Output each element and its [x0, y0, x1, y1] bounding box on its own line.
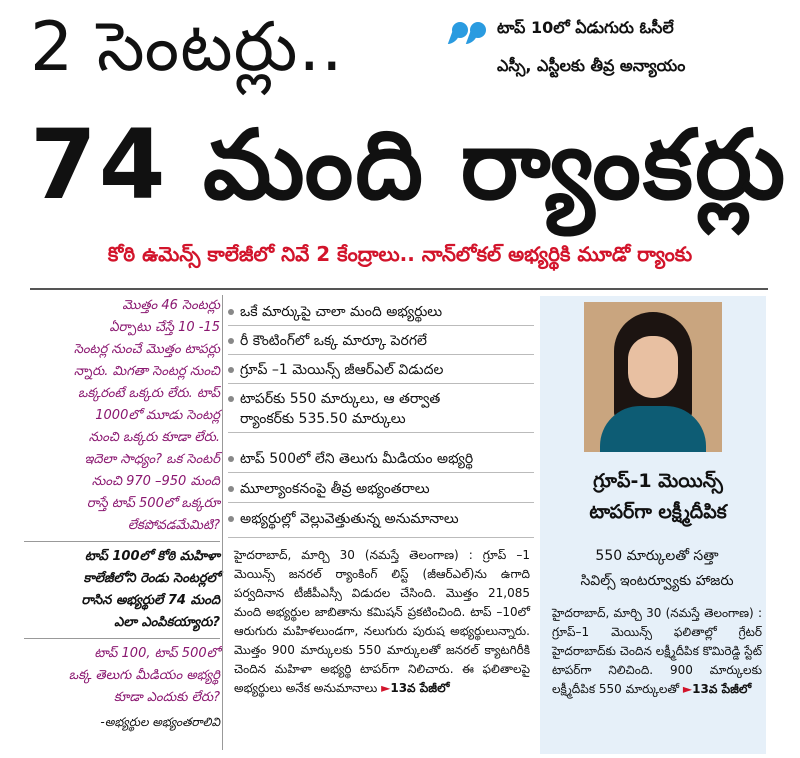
objection-line: ఇదెలా సాధ్యం? ఒక సెంటర్: [84, 452, 220, 467]
headline-line2: 74 మంది ర్యాంకర్లు: [30, 109, 788, 221]
bullet-dot-icon: [228, 396, 234, 402]
subheadline: కోఠి ఉమెన్స్ కాలేజీలో నివే 2 కేంద్రాలు.. నాన్‌లోకల్ అభ్యర్థికి మూడో ర్యాంకు: [107, 242, 693, 266]
continued-marker: ►: [682, 682, 693, 696]
bullet-item: [228, 451, 528, 470]
objection-line: రాసిన అభ్యర్థులే 74 మంది: [81, 593, 220, 608]
side-quote-line1: టాప్ 10లో ఏడుగురు ఓసీలే: [497, 18, 674, 37]
divider: [30, 288, 768, 290]
continued-label: 13వ పేజీలో: [692, 682, 752, 696]
objection-line: ఒక్క తెలుగు మీడియం అభ్యర్థి: [68, 668, 220, 683]
topper-subtitle: [552, 544, 762, 594]
objection-para-1: [24, 295, 220, 537]
objection-line: ఏర్పాటు చేస్తే 10 -15: [109, 320, 220, 335]
objection-line: రాస్తే టాప్ 500లో ఒక్కరూ: [86, 496, 220, 511]
bullet-item: [228, 511, 528, 530]
objection-line: 1000లో మూడు సెంటర్ల: [95, 408, 220, 423]
topper-article-text: హైదరాబాద్, మార్చి 30 (నమస్తే తెలంగాణ) : గ్రూప్–1 మెయిన్స్ ఫలితాల్లో గ్రేటర్ హైదరాబాద్‌కు చెందిన లక్ష్మీదీపిక కొమిరెడ్డి స్టేట్ టాపర్‌గా నిలిచింది. 900 మార్కులకు లక్ష్మీదీపిక 550 మార్కులతో: [552, 606, 762, 696]
bullet-item: [228, 391, 528, 410]
bullet-item: [228, 362, 528, 381]
signature: -అభ్యర్థుల అభ్యంతరాలివి: [100, 715, 220, 729]
article-text: హైదరాబాద్, మార్చి 30 (నమస్తే తెలంగాణ) : గ్రూప్ –1 మెయిన్స్ జనరల్ ర్యాంకింగ్ లిస్ట్ (జీఆర్‌ఎల్)ను ఉగాది పర్వదినాన టీజీపీఎస్సీ విడుదల చేసింది. మొత్తం 21,085 మంది అభ్యర్థుల జాబితాను కమిషన్ ప్రకటించింది. టాప్ –10లో ఆరుగురు మహిళలుండగా, నలుగురు పురుష అభ్యర్థులున్నారు. మొత్తం 900 మార్కులకు 550 మార్కులతో జనరల్ క్యాటగిరీకి చెందిన మహిళా అభ్యర్థి టాపర్‌గా నిలిచారు. ఈ ఫలితాలపై అభ్యర్థులు అనేక అనుమానాలు: [234, 548, 530, 695]
bullet-text: టాపర్‌కు 550 మార్కులు, ఆ తర్వాత: [240, 391, 441, 407]
bullet-text: మూల్యాంకనంపై తీవ్ర అభ్యంతరాలు: [240, 481, 430, 497]
divider: [24, 541, 220, 542]
objection-line: కూడా ఎందుకు లేరు?: [113, 690, 220, 705]
objection-line: కాలేజీలోని రెండు సెంటర్లలో: [83, 571, 220, 586]
bullet-item: [228, 304, 528, 323]
left-column: [24, 295, 220, 732]
topper-photo: [584, 302, 722, 452]
bullet-dot-icon: [228, 367, 234, 373]
objection-para-3: [24, 643, 220, 709]
bullet-divider: [228, 325, 534, 326]
bullet-text: ర్యాంకర్‌కు 535.50 మార్కులు: [240, 411, 406, 427]
objection-line: లేకపోవడమేమిటి?: [127, 518, 220, 533]
bullet-divider: [228, 537, 534, 538]
topper-title-line1: గ్రూప్-1 మెయిన్స్: [593, 470, 723, 492]
topper-title: [558, 466, 758, 528]
topper-title-line2: టాపర్‌గా లక్ష్మీదీపిక: [589, 501, 727, 523]
bullet-dot-icon: [228, 338, 234, 344]
portrait-face: [628, 336, 678, 398]
middle-article: [234, 546, 530, 698]
objection-line: టాప్ 100లో కోఠి మహిళా: [84, 549, 220, 564]
column-divider: [222, 295, 223, 750]
bullet-item: [228, 333, 528, 352]
topper-box: [540, 296, 766, 754]
objection-para-2: [24, 546, 220, 634]
bullet-text: ఒకే మార్కుపై చాలా మంది అభ్యర్థులు: [240, 304, 443, 320]
bullet-divider: [228, 354, 534, 355]
bullet-text: అభ్యర్థుల్లో వెల్లువెత్తుతున్న అనుమానాలు: [240, 511, 459, 527]
side-quote-line2: ఎస్సీ, ఎస్టీలకు తీవ్ర అన్యాయం: [497, 56, 686, 75]
topper-subtitle-line1: 550 మార్కులతో సత్తా: [595, 548, 719, 564]
bullet-text: రీ కౌంటింగ్‌లో ఒక్క మార్కూ పెరగలే: [240, 333, 427, 349]
bullet-divider: [228, 502, 534, 503]
bullet-dot-icon: [228, 456, 234, 462]
objection-line: టాప్ 100, టాప్ 500లో: [94, 646, 220, 661]
objection-line: నుంచి 970 –950 మంది: [91, 474, 220, 489]
continued-marker: ►: [381, 681, 391, 695]
topper-subtitle-line2: సివిల్స్ ఇంటర్వ్యూకు హాజరు: [580, 573, 734, 589]
bullet-divider: [228, 383, 534, 384]
bullet-divider: [228, 432, 534, 433]
quote-icon: [452, 22, 492, 52]
divider: [24, 638, 220, 639]
continued-label: 13వ పేజీలో: [390, 681, 450, 695]
bullet-text: గ్రూప్ –1 మెయిన్స్ జీఆర్‌ఎల్ విడుదల: [240, 362, 444, 378]
bullet-item: [228, 481, 528, 500]
topper-article: [552, 604, 762, 699]
bullet-dot-icon: [228, 516, 234, 522]
headline-line1: 2 సెంటర్లు..: [30, 8, 344, 87]
bullet-text: టాప్ 500లో లేని తెలుగు మీడియం అభ్యర్థి: [240, 451, 474, 467]
objection-line: నుంచి ఒక్కరు కూడా లేరు.: [88, 430, 220, 445]
objection-line: ఎలా ఎంపికయ్యారు?: [114, 615, 220, 630]
objection-line: ఒక్కరంటే ఒక్కరు లేరు. టాప్: [77, 386, 220, 401]
bullet-dot-icon: [228, 309, 234, 315]
bullet-item: [228, 411, 540, 430]
objection-line: మొత్తం 46 సెంటర్లు: [122, 298, 220, 313]
objection-line: సెంటర్ల నుంచే మొత్తం టాపర్లు: [73, 342, 220, 357]
bullet-dot-icon: [228, 486, 234, 492]
bullet-divider: [228, 472, 534, 473]
objection-line: న్నారు. మిగతా సెంటర్ల నుంచి: [73, 364, 220, 379]
